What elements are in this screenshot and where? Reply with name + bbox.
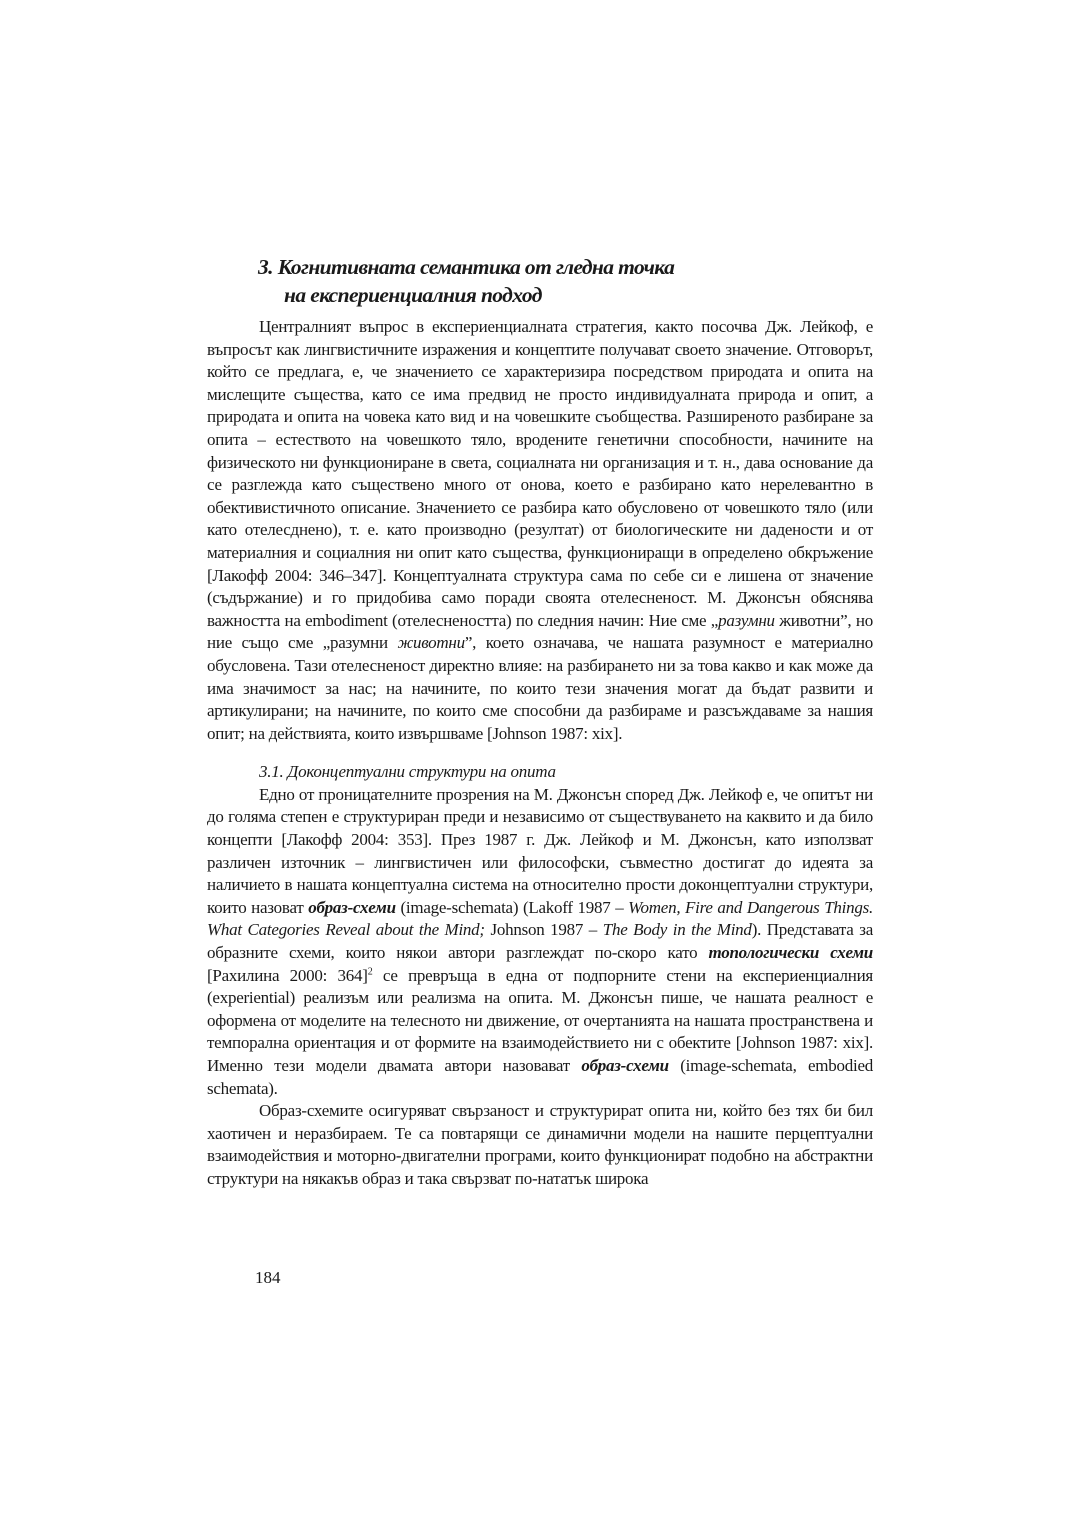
paragraph-2-text: (image-schemata) (Lakoff 1987 –	[395, 897, 629, 917]
paragraph-2-text: се превръща в една от подпорните стени на експериенциалния (experiential) реализъм или реализма на опита. М. Джонсън пише, че нашата реалност е оформена от моделите на телесното ни движение, от очертанията на нашата пространствена и темпорална ориентация и от формите на взаимодействието ни с обектите [Johnson 1987: xix]. Именно тези модели двамата автори назовават	[207, 965, 873, 1075]
paragraph-2-text: Johnson 1987 –	[484, 920, 603, 940]
paragraph-3: Образ-схемите осигуряват свързаност и структурират опита ни, който без тях би бил хаотичен и неразбираем. Те са повтарящи се динамични модели на нашите перцептуални взаимодействия и моторно-двигателни програми, които функционират подобно на абстрактни структури на някакъв образ и така свързват по-нататък широка	[207, 1101, 873, 1188]
book-title-lakoff: Women, Fire and Dangerous Things. What Categories Reveal about the Mind;	[207, 897, 874, 940]
page-number: 184	[255, 1268, 281, 1287]
paragraph-2-text: Едно от проницателните прозрения на М. Джонсън според Дж. Лейкоф е, че опитът ни до голяма степен е структуриран преди и независимо от съществуването на каквито и да било концепти [Лакофф 2004: 353]. През 1987 г. Дж. Лейкоф и М. Джонсън, като използват различен източник – лингвистичен или философски, съвместно достигат до идеята за наличието в нашата концептуална система на относително прости доконцептуални структури, които назоват	[207, 784, 873, 917]
paragraph-1-text: животни”, но ние също сме „разумни	[207, 610, 873, 653]
emphasis-animals: животни	[397, 633, 465, 653]
footnote-marker: 2	[367, 965, 373, 977]
section-heading-line-2: на експериенциалния подход	[284, 283, 542, 307]
term-image-schemas: образ-схеми	[581, 1056, 669, 1075]
book-title-johnson: The Body in the Mind	[602, 920, 752, 940]
paragraph-2-text: [Рахилина 2000: 364]	[207, 965, 368, 985]
emphasis-rational: разумни	[718, 610, 775, 630]
body-text	[207, 316, 873, 1191]
paragraph-2	[207, 784, 873, 1100]
subsection-heading: 3.1. Доконцептуални структури на опита	[259, 762, 556, 782]
section-heading-line-1: 3. Когнитивната семантика от гледна точка	[258, 255, 675, 279]
paragraph-1-text: ”, което означава, че нашата разумност е материално обусловена. Тази отелесненост директно влияе: на разбирането ни за това какво и как може да има значимост за нас; на начините, по които тези значения могат да бъдат развити и артикулирани; на начините, по които сме способни да разбираме и разсъждаваме за нашия опит; на действията, които извършваме [Johnson 1987: xix].	[207, 633, 873, 743]
paragraph-1-text: Централният въпрос в експериенциалната стратегия, както посочва Дж. Лейкоф, е въпросът как лингвистичните изражения и концептите получават своето значение. Отговорът, който се предлага, е, че значението се характеризира посредством природата и опита на мислещите същества, като се има предвид не просто индивидуалната природа и опит, а природата и опита на човека като вид и на човешките съобщества. Разширеното разбиране за опита – естеството на човешкото тяло, вродените генетични способности, начините на физическото ни функциониране в света, социалната ни организация и т. н., дава основание да се разглежда като съществено много от онова, което е разбирано като нерелевантно в обективистичното описание. Значението се разбира като обусловено от човешкото тяло (или като отелесднено), т. е. като производно (резултат) от биологическите ни дадености и от материалния и социалния ни опит като същества, функциониращи в определено обкръжение [Лакофф 2004: 346–347]. Концептуалната структура сама по себе си е лишена от значение (съдържание) и го придобива само поради своята отелесненост. М. Джонсън обяснява важността на embodiment (отелеснеността) по следния начин: Ние сме „	[207, 317, 873, 630]
paragraph-1	[207, 316, 873, 745]
paragraph-2-text: (image-schemata, embodied schemata).	[207, 1056, 874, 1098]
term-topological-schemas: топологически схеми	[708, 943, 874, 963]
paragraph-2-text: ). Представата за образните схеми, които някои автори разглеждат по-скоро като	[207, 920, 873, 963]
section-heading	[258, 253, 878, 309]
term-image-schemas: образ-схеми	[308, 897, 396, 917]
